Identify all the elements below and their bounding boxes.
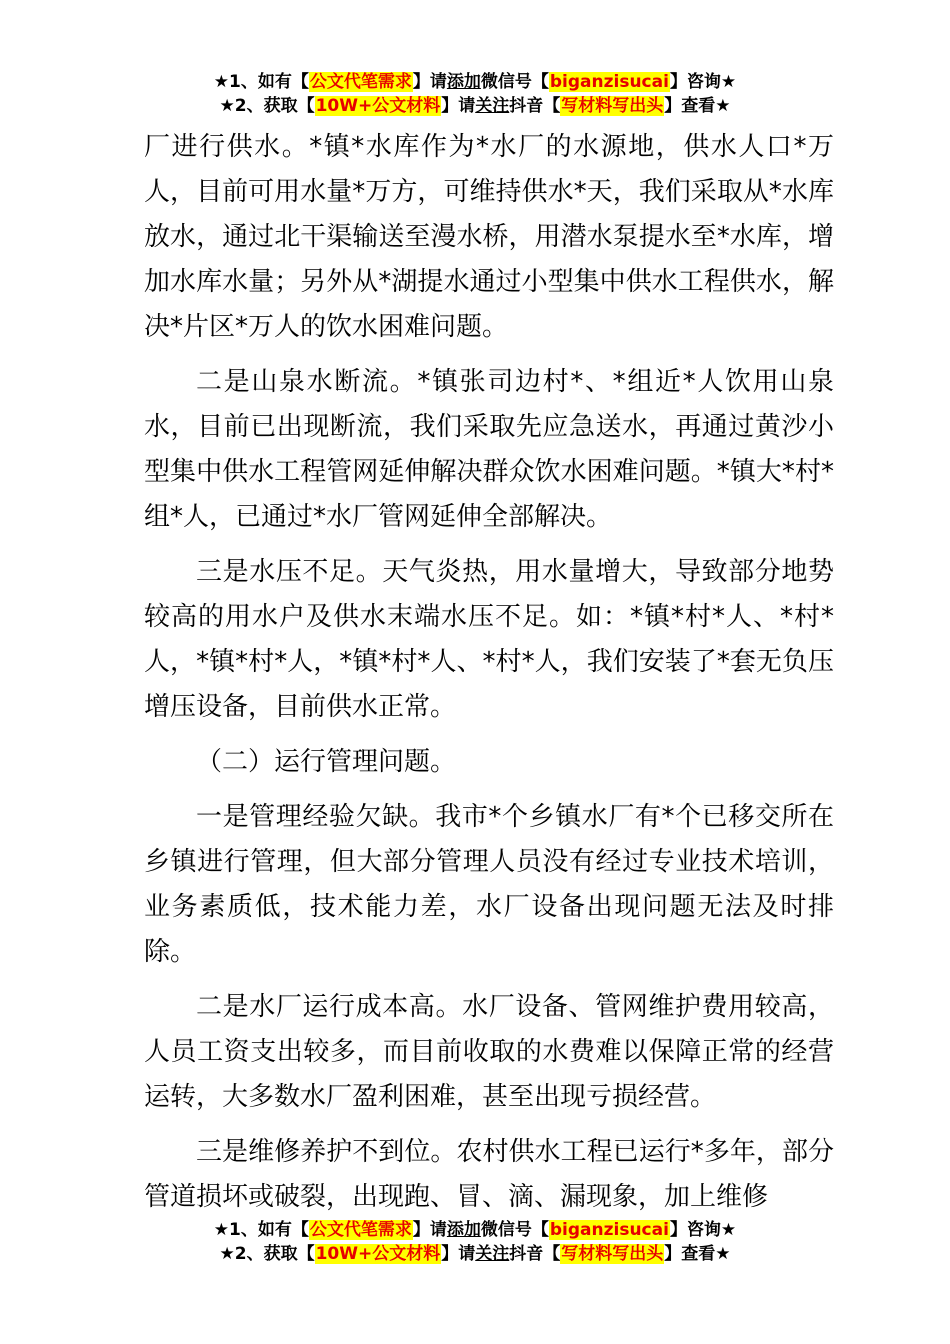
promo-underline: 关注 — [475, 1244, 510, 1264]
promo-text: ★2、获取【 — [219, 1244, 315, 1264]
promo-line-1 — [0, 70, 950, 94]
promo-wechat-id: biganzisucai — [549, 1220, 669, 1240]
promo-highlight: 公文代笔需求 — [309, 1220, 412, 1240]
promo-line-1 — [0, 1218, 950, 1242]
promo-highlight: 公文代笔需求 — [309, 72, 412, 92]
promo-text: 】查看★ — [664, 96, 731, 116]
promo-text: 】请 — [412, 72, 447, 92]
promo-underline: 关注 — [475, 96, 510, 116]
promo-highlight: 10W+公文材料 — [315, 96, 441, 116]
paragraph-water-pressure: 三是水压不足。天气炎热，用水量增大，导致部分地势较高的用水户及供水末端水压不足。如：*镇*村*人、*村*人，*镇*村*人，*镇*村*人、*村*人，我们安装了*套无负压增压设备，目前供水正常。 — [144, 557, 834, 722]
promo-text: ★2、获取【 — [219, 96, 315, 116]
document-body — [144, 125, 834, 1230]
promo-text: 抖音【 — [509, 96, 561, 116]
promo-wechat-id: biganzisucai — [549, 72, 669, 92]
promo-text: 】请 — [441, 96, 476, 116]
footer-promo-banner — [0, 1218, 950, 1266]
promo-highlight: 10W+公文材料 — [315, 1244, 441, 1264]
promo-text: ★1、如有【 — [213, 72, 309, 92]
promo-douyin-id: 写材料写出头 — [561, 1244, 664, 1264]
paragraph-continued: 厂进行供水。*镇*水库作为*水厂的水源地，供水人口*万人，目前可用水量*万方，可维持供水*天，我们采取从*水库放水，通过北干渠输送至漫水桥，用潜水泵提水至*水库，增加水库水量；另外从*湖提水通过小型集中供水工程供水，解决*片区*万人的饮水困难问题。 — [144, 132, 834, 342]
promo-text: 】请 — [412, 1220, 447, 1240]
promo-douyin-id: 写材料写出头 — [561, 96, 664, 116]
promo-line-2 — [0, 94, 950, 118]
paragraph-maintenance: 三是维修养护不到位。农村供水工程已运行*多年，部分管道损坏或破裂，出现跑、冒、滴、漏现象，加上维修 — [144, 1137, 834, 1212]
paragraph-management: 一是管理经验欠缺。我市*个乡镇水厂有*个已移交所在乡镇进行管理，但大部分管理人员没有经过专业技术培训，业务素质低，技术能力差，水厂设备出现问题无法及时排除。 — [144, 802, 834, 967]
promo-text: 】请 — [441, 1244, 476, 1264]
promo-text: ★1、如有【 — [213, 1220, 309, 1240]
header-promo-banner — [0, 70, 950, 118]
section-heading-operations: （二）运行管理问题。 — [196, 747, 457, 777]
promo-text: 】查看★ — [664, 1244, 731, 1264]
promo-underline: 添加 — [446, 1220, 481, 1240]
promo-line-2 — [0, 1242, 950, 1266]
promo-text: 】咨询★ — [669, 72, 737, 92]
promo-underline: 添加 — [446, 72, 481, 92]
promo-text: 抖音【 — [509, 1244, 561, 1264]
paragraph-spring-water: 二是山泉水断流。*镇张司边村*、*组近*人饮用山泉水，目前已出现断流，我们采取先应急送水，再通过黄沙小型集中供水工程管网延伸解决群众饮水困难问题。*镇大*村*组*人，已通过*水厂管网延伸全部解决。 — [144, 367, 834, 532]
promo-text: 】咨询★ — [669, 1220, 737, 1240]
promo-text: 微信号【 — [480, 1220, 549, 1240]
promo-text: 微信号【 — [480, 72, 549, 92]
paragraph-costs: 二是水厂运行成本高。水厂设备、管网维护费用较高，人员工资支出较多，而目前收取的水费难以保障正常的经营运转，大多数水厂盈利困难，甚至出现亏损经营。 — [144, 992, 834, 1112]
